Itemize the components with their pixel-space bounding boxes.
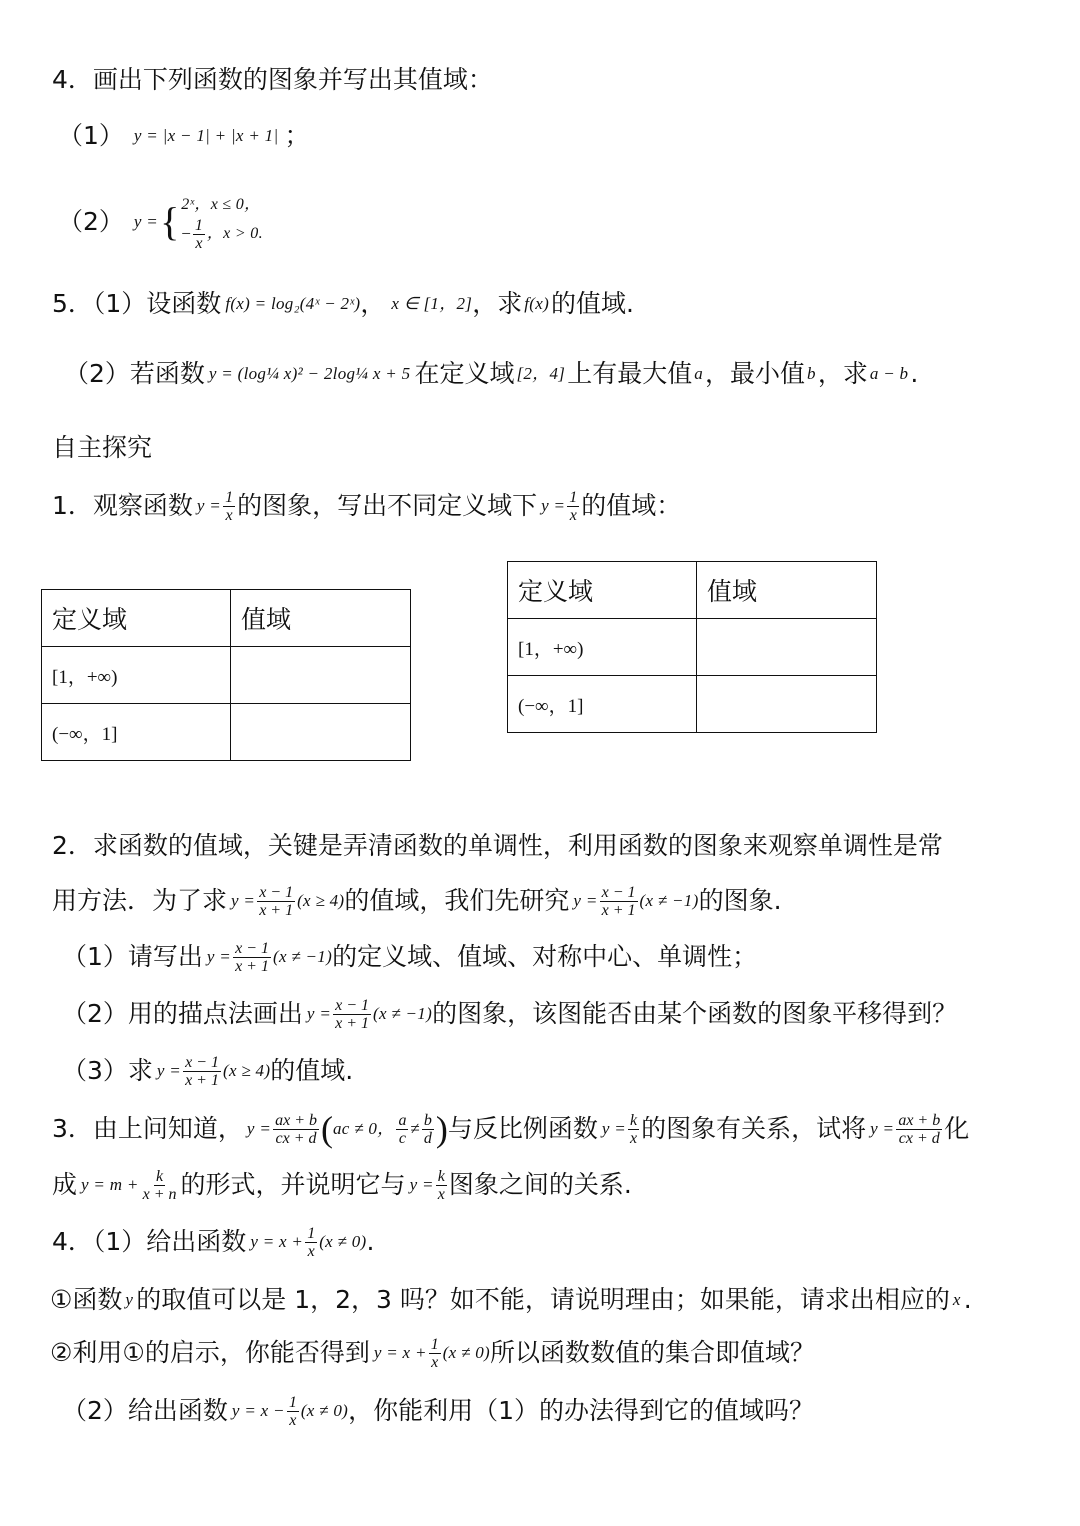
q2-line2: 用方法．为了求 y = $\frac{x - 1}{x + 1}$ (x ≥ 4) 的值域，我们先研究 y = $\frac{x - 1}{x + 1}$ (x ≠ −1) 的图象. xyxy=(52,883,782,919)
fraction: $\frac{k}{x}$ xyxy=(437,1167,445,1203)
table-row xyxy=(42,647,411,704)
q3-line1: 3．由上问知道， y = $\frac{ax + b}{cx + d}$ ( ac ≠ 0， $\frac{a}{c}$ ≠ $\frac{b}{d}$ ) 与反比例函数 y = $\frac{k}{x}$ 的图象有关系，试将 y = $\frac{ax + b}{cx + d}$ 化 xyxy=(52,1109,970,1149)
q4-part1: 4．（1）给出函数 y = x + $\frac{1}{x}$ (x ≠ 0) . xyxy=(52,1224,375,1260)
q2-sub3: （3）求 y = $\frac{x - 1}{x + 1}$ (x ≥ 4) 的值域. xyxy=(62,1053,354,1089)
fraction: $\frac{1}{x}$ xyxy=(430,1335,439,1371)
explore-q1: 1．观察函数 y = $\frac{1}{x}$ 的图象，写出不同定义域下 y = $\frac{1}{x}$ 的值域： xyxy=(52,488,682,524)
hw4-part2: （2） y = { 2ˣ，x ≤ 0， − $\frac{1}{x}$ ，x > 0. xyxy=(58,185,263,259)
hw4-part1: （1） y = |x − 1| + |x + 1| ； xyxy=(58,121,310,150)
fraction: $\frac{k}{x}$ xyxy=(630,1111,638,1147)
table-cell xyxy=(231,647,411,704)
piecewise-cases: 2ˣ，x ≤ 0， − $\frac{1}{x}$ ，x > 0. xyxy=(181,195,263,252)
table-header-row xyxy=(42,590,411,647)
q4-part2: （2）给出函数 y = x − $\frac{1}{x}$ (x ≠ 0) ，你能利用（1）的办法得到它的值域吗？ xyxy=(62,1393,815,1429)
right-paren: ) xyxy=(435,1109,448,1149)
domain-range-table-left xyxy=(41,589,411,761)
fraction: $\frac{a}{c}$ xyxy=(398,1111,407,1147)
q2-sub2: （2）用的描点法画出 y = $\frac{x - 1}{x + 1}$ (x ≠ −1) 的图象，该图能否由某个函数的图象平移得到？ xyxy=(62,996,958,1032)
hw5-part2: （2）若函数 y = (log¼ x)² − 2log¼ x + 5 在定义域 [2，4] 上有最大值 a ，最小值 b ，求 a − b . xyxy=(64,359,919,388)
fraction: $\frac{1}{x}$ xyxy=(569,488,578,524)
table-header-row xyxy=(508,562,877,619)
hw4-title: 4．画出下列函数的图象并写出其值域： xyxy=(52,65,493,94)
q4-circle1: ①函数 y 的取值可以是 1，2，3 吗？如不能，请说明理由；如果能，请求出相应的 x . xyxy=(50,1285,972,1314)
table-cell xyxy=(231,704,411,761)
table-cell: [1，+∞) xyxy=(42,647,231,704)
table-header-cell: 定义域 xyxy=(508,562,697,619)
table-header-cell: 值域 xyxy=(697,562,877,619)
fraction: $\frac{1}{x}$ xyxy=(288,1393,297,1429)
fraction: $\frac{x - 1}{x + 1}$ xyxy=(335,996,369,1032)
q4-circle2: ②利用①的启示，你能否得到 y = x + $\frac{1}{x}$ (x ≠ 0) 所以函数数值的集合即值域？ xyxy=(50,1335,816,1371)
fraction: $\frac{1}{x}$ xyxy=(194,216,203,252)
fraction: $\frac{x - 1}{x + 1}$ xyxy=(185,1053,219,1089)
fraction: $\frac{1}{x}$ xyxy=(307,1224,316,1260)
fraction: $\frac{x - 1}{x + 1}$ xyxy=(259,883,294,919)
fraction: $\frac{ax + b}{cx + d}$ xyxy=(898,1111,941,1147)
table-row xyxy=(508,676,877,733)
table-row xyxy=(508,619,877,676)
table-cell xyxy=(697,619,877,676)
left-brace: { xyxy=(160,199,180,244)
table-cell xyxy=(697,676,877,733)
left-paren: ( xyxy=(321,1109,333,1149)
table-header-cell: 定义域 xyxy=(42,590,231,647)
table-row xyxy=(42,704,411,761)
fraction: $\frac{ax + b}{cx + d}$ xyxy=(275,1111,317,1147)
fraction: $\frac{x - 1}{x + 1}$ xyxy=(235,939,269,975)
fraction: $\frac{k}{x + n}$ xyxy=(142,1167,177,1203)
fraction: $\frac{1}{x}$ xyxy=(225,488,234,524)
domain-range-table-right xyxy=(507,561,877,733)
hw5-part1: 5．（1）设函数 f(x) = log₂(4ˣ − 2ˣ) ， x ∈ [1，2] ，求 f(x) 的值域. xyxy=(52,289,634,318)
q3-line2: 成 y = m + $\frac{k}{x + n}$ 的形式，并说明它与 y = $\frac{k}{x}$ 图象之间的关系. xyxy=(52,1167,632,1203)
section-heading: 自主探究 xyxy=(52,433,153,462)
fraction: $\frac{b}{d}$ xyxy=(423,1111,432,1147)
table-cell: (−∞，1] xyxy=(508,676,697,733)
table-header-cell: 值域 xyxy=(231,590,411,647)
table-cell: [1，+∞) xyxy=(508,619,697,676)
table-cell: (−∞，1] xyxy=(42,704,231,761)
fraction: $\frac{x - 1}{x + 1}$ xyxy=(601,883,636,919)
q2-line1: 2．求函数的值域，关键是弄清函数的单调性，利用函数的图象来观察单调性是常 xyxy=(52,831,943,860)
q2-sub1: （1）请写出 y = $\frac{x - 1}{x + 1}$ (x ≠ −1) 的定义域、值域、对称中心、单调性； xyxy=(62,939,758,975)
